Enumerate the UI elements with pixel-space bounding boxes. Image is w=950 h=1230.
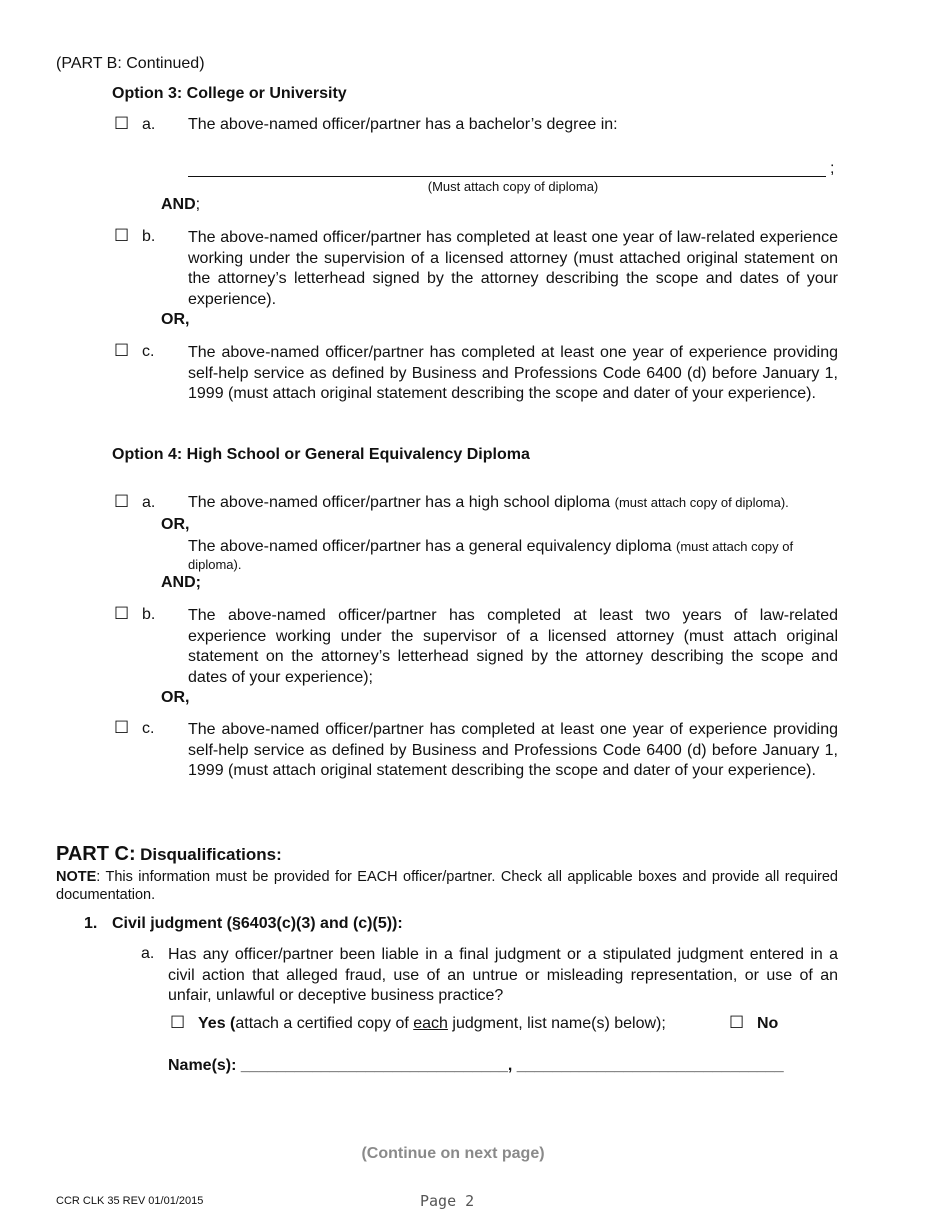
- option3-a-letter: a.: [142, 116, 156, 133]
- names-field[interactable]: Name(s): ______________________________, ______________________________: [168, 1057, 784, 1074]
- option3-b-letter: b.: [142, 228, 156, 245]
- option3-or: OR,: [161, 311, 190, 328]
- item1-a-text: Has any officer/partner been liable in a final judgment or a stipulated judgment entered in a civil action that alleged fraud, use of an untrue or misleading representation, or use of an unfair, unlawful or deceptive business practice?: [168, 946, 838, 1004]
- no-option-label: No: [757, 1015, 779, 1032]
- option4-ged-text: The above-named officer/partner has a general equivalency diploma (must attach copy of diploma).: [188, 538, 794, 572]
- option4-b-text: The above-named officer/partner has completed at least two years of law-related experience working under the supervisor of a licensed attorney (must attach original statement on the attorney’s letterhead signed by the attorney describing the scope and dates of your experience);: [188, 607, 838, 686]
- part-b-continued: (PART B: Continued): [56, 55, 205, 72]
- option4-c-letter: c.: [142, 720, 155, 737]
- page-number: Page 2: [420, 1192, 475, 1210]
- option4-title: Option 4: High School or General Equivalency Diploma: [112, 446, 530, 463]
- item1-title: Civil judgment (§6403(c)(3) and (c)(5)):: [112, 915, 403, 932]
- option4-a-text: The above-named officer/partner has a high school diploma (must attach copy of diploma).: [188, 494, 789, 511]
- option3-b-checkbox[interactable]: ☐: [114, 226, 130, 246]
- option4-c-text: The above-named officer/partner has completed at least one year of experience providing self-help service as defined by Business and Professions Code 6400 (d) before January 1, 1999 (must attach original statement describing the scope and dater of your experience).: [188, 721, 838, 779]
- option4-or-1: OR,: [161, 516, 190, 533]
- option3-and: AND;: [161, 196, 201, 213]
- option4-and: AND;: [161, 574, 201, 591]
- option3-b-text: The above-named officer/partner has completed at least one year of law-related experience working under the supervision of a licensed attorney (must attached original statement on the attorney’s letterhead signed by the attorney describing the scope and dates of your experience).: [188, 229, 838, 308]
- yes-option-label: Yes (attach a certified copy of each judgment, list name(s) below);: [198, 1015, 666, 1032]
- option4-or-2: OR,: [161, 689, 190, 706]
- part-c-note: NOTE: This information must be provided for EACH officer/partner. Check all applicable boxes and provide all required documentation.: [56, 869, 838, 903]
- diploma-caption: (Must attach copy of diploma): [427, 179, 599, 194]
- option4-b-letter: b.: [142, 606, 156, 623]
- option4-c-checkbox[interactable]: ☐: [114, 718, 130, 738]
- option3-c-letter: c.: [142, 343, 155, 360]
- part-c-title: PART C: Disqualifications:: [56, 843, 282, 865]
- form-id: CCR CLK 35 REV 01/01/2015: [56, 1195, 204, 1207]
- item1-a-letter: a.: [141, 945, 155, 962]
- item1-number: 1.: [84, 915, 98, 932]
- option4-a-letter: a.: [142, 494, 156, 511]
- option3-a-checkbox[interactable]: ☐: [114, 114, 130, 134]
- option3-title: Option 3: College or University: [112, 85, 347, 102]
- option3-a-text: The above-named officer/partner has a bachelor’s degree in:: [188, 116, 618, 133]
- no-checkbox[interactable]: ☐: [729, 1013, 745, 1033]
- continue-note: (Continue on next page): [361, 1145, 545, 1162]
- option4-a-checkbox[interactable]: ☐: [114, 492, 130, 512]
- bachelor-degree-field[interactable]: [188, 176, 826, 177]
- option3-c-checkbox[interactable]: ☐: [114, 341, 130, 361]
- degree-field-suffix: ;: [830, 160, 835, 177]
- yes-checkbox[interactable]: ☐: [170, 1013, 186, 1033]
- option4-b-checkbox[interactable]: ☐: [114, 604, 130, 624]
- option3-c-text: The above-named officer/partner has completed at least one year of experience providing self-help service as defined by Business and Professions Code 6400 (d) before January 1, 1999 (must attach original statement describing the scope and dater of your experience).: [188, 344, 838, 402]
